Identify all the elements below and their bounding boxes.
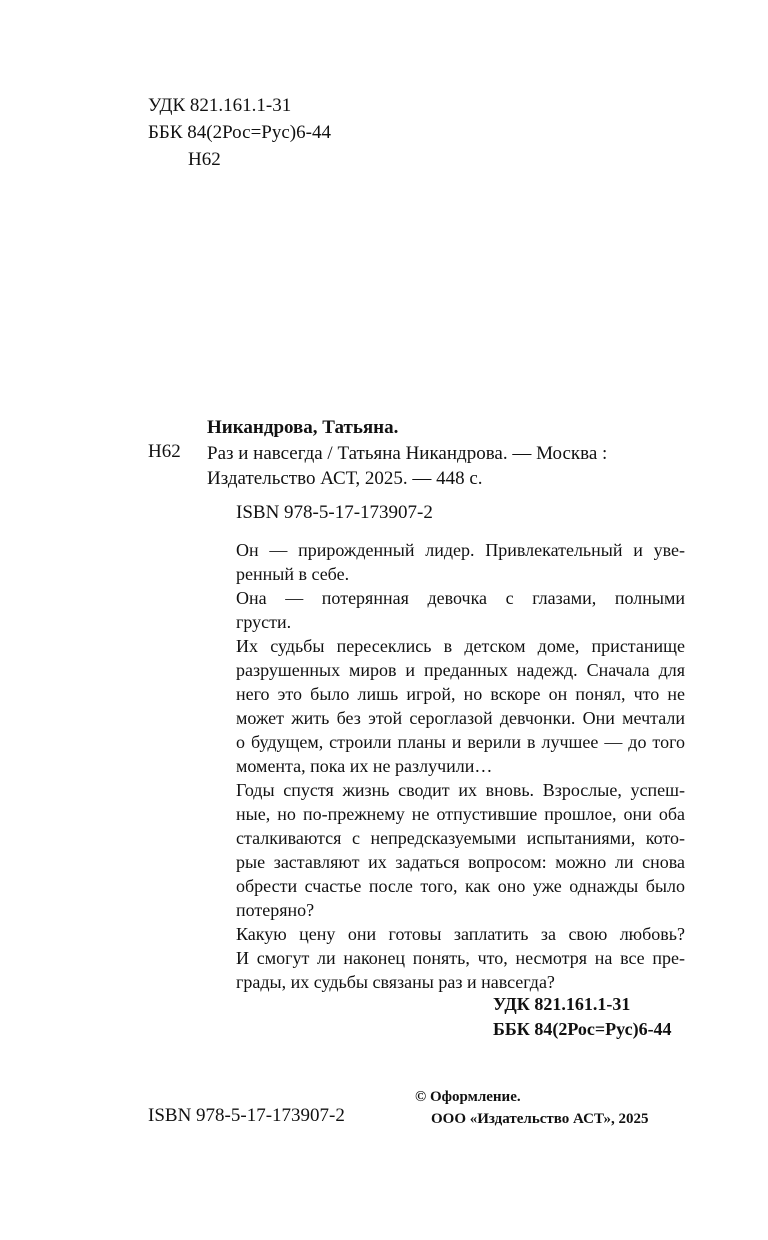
annotation-line: Годы спустя жизнь сводит их вновь. Взрослые, успеш-: [236, 780, 685, 800]
annotation-line: грады, их судьбы связаны раз и навсегда?: [236, 972, 555, 992]
annotation-line: Какую цену они готовы заплатить за свою любовь?: [236, 924, 685, 944]
top-classification-codes: [148, 92, 331, 173]
annotation-line: может жить без этой сероглазой девчонки. Они мечтали: [236, 708, 685, 728]
bbk-code: ББК 84(2Рос=Рус)6-44: [493, 1019, 672, 1039]
footer-isbn: ISBN 978-5-17-173907-2: [148, 1105, 345, 1126]
annotation-line: Их судьбы пересеклись в детском доме, пристанище: [236, 636, 685, 656]
udk-code: УДК 821.161.1-31: [148, 95, 292, 116]
annotation-line: ные, но по-прежнему не отпустившие прошлое, они оба: [236, 804, 685, 824]
annotation-line: сталкиваются с непредсказуемыми испытаниями, кото-: [236, 828, 685, 848]
copyright-line: © Оформление.: [415, 1089, 521, 1105]
author-mark: Н62: [188, 149, 221, 170]
annotation-line: разрушенных миров и преданных надежд. Сначала для: [236, 660, 685, 680]
annotation-line: о будущем, строили планы и верили в лучшее — до того: [236, 732, 685, 752]
annotation-paragraph: [207, 586, 685, 634]
bottom-classification-codes: [493, 992, 672, 1042]
udk-code: УДК 821.161.1-31: [493, 994, 631, 1014]
annotation-line: обрести счастье после того, как оно уже однажды было: [236, 876, 685, 896]
annotation-paragraph: [207, 538, 685, 586]
title-line: Издательство АСТ, 2025. — 448 с.: [207, 468, 483, 489]
annotation-line: момента, пока их не разлучили…: [236, 756, 493, 776]
copyright-line: ООО «Издательство АСТ», 2025: [431, 1111, 649, 1127]
annotation-paragraph: [207, 634, 685, 778]
catalog-title-statement: [207, 441, 685, 491]
catalog-isbn: ISBN 978-5-17-173907-2: [236, 502, 433, 523]
annotation-paragraph: [207, 778, 685, 922]
catalog-author-mark: Н62: [148, 441, 181, 462]
annotation: [207, 538, 685, 994]
annotation-line: Она — потерянная девочка с глазами, полными: [236, 588, 685, 608]
annotation-line: грусти.: [236, 612, 292, 632]
annotation-line: Он — прирожденный лидер. Привлекательный и уве-: [236, 540, 685, 560]
annotation-line: него это было лишь игрой, но вскоре он понял, что не: [236, 684, 685, 704]
annotation-line: ренный в себе.: [236, 564, 350, 584]
title-line: Раз и навсегда / Татьяна Никандрова. — Москва :: [207, 443, 608, 464]
catalog-author-heading: Никандрова, Татьяна.: [207, 417, 399, 438]
annotation-line: потеряно?: [236, 900, 315, 920]
annotation-line: рые заставляют их задаться вопросом: можно ли снова: [236, 852, 685, 872]
bbk-code: ББК 84(2Рос=Рус)6-44: [148, 122, 331, 143]
annotation-paragraph: [207, 922, 685, 994]
annotation-line: И смогут ли наконец понять, что, несмотря на все пре-: [236, 948, 685, 968]
copyright-notice: [415, 1086, 649, 1130]
